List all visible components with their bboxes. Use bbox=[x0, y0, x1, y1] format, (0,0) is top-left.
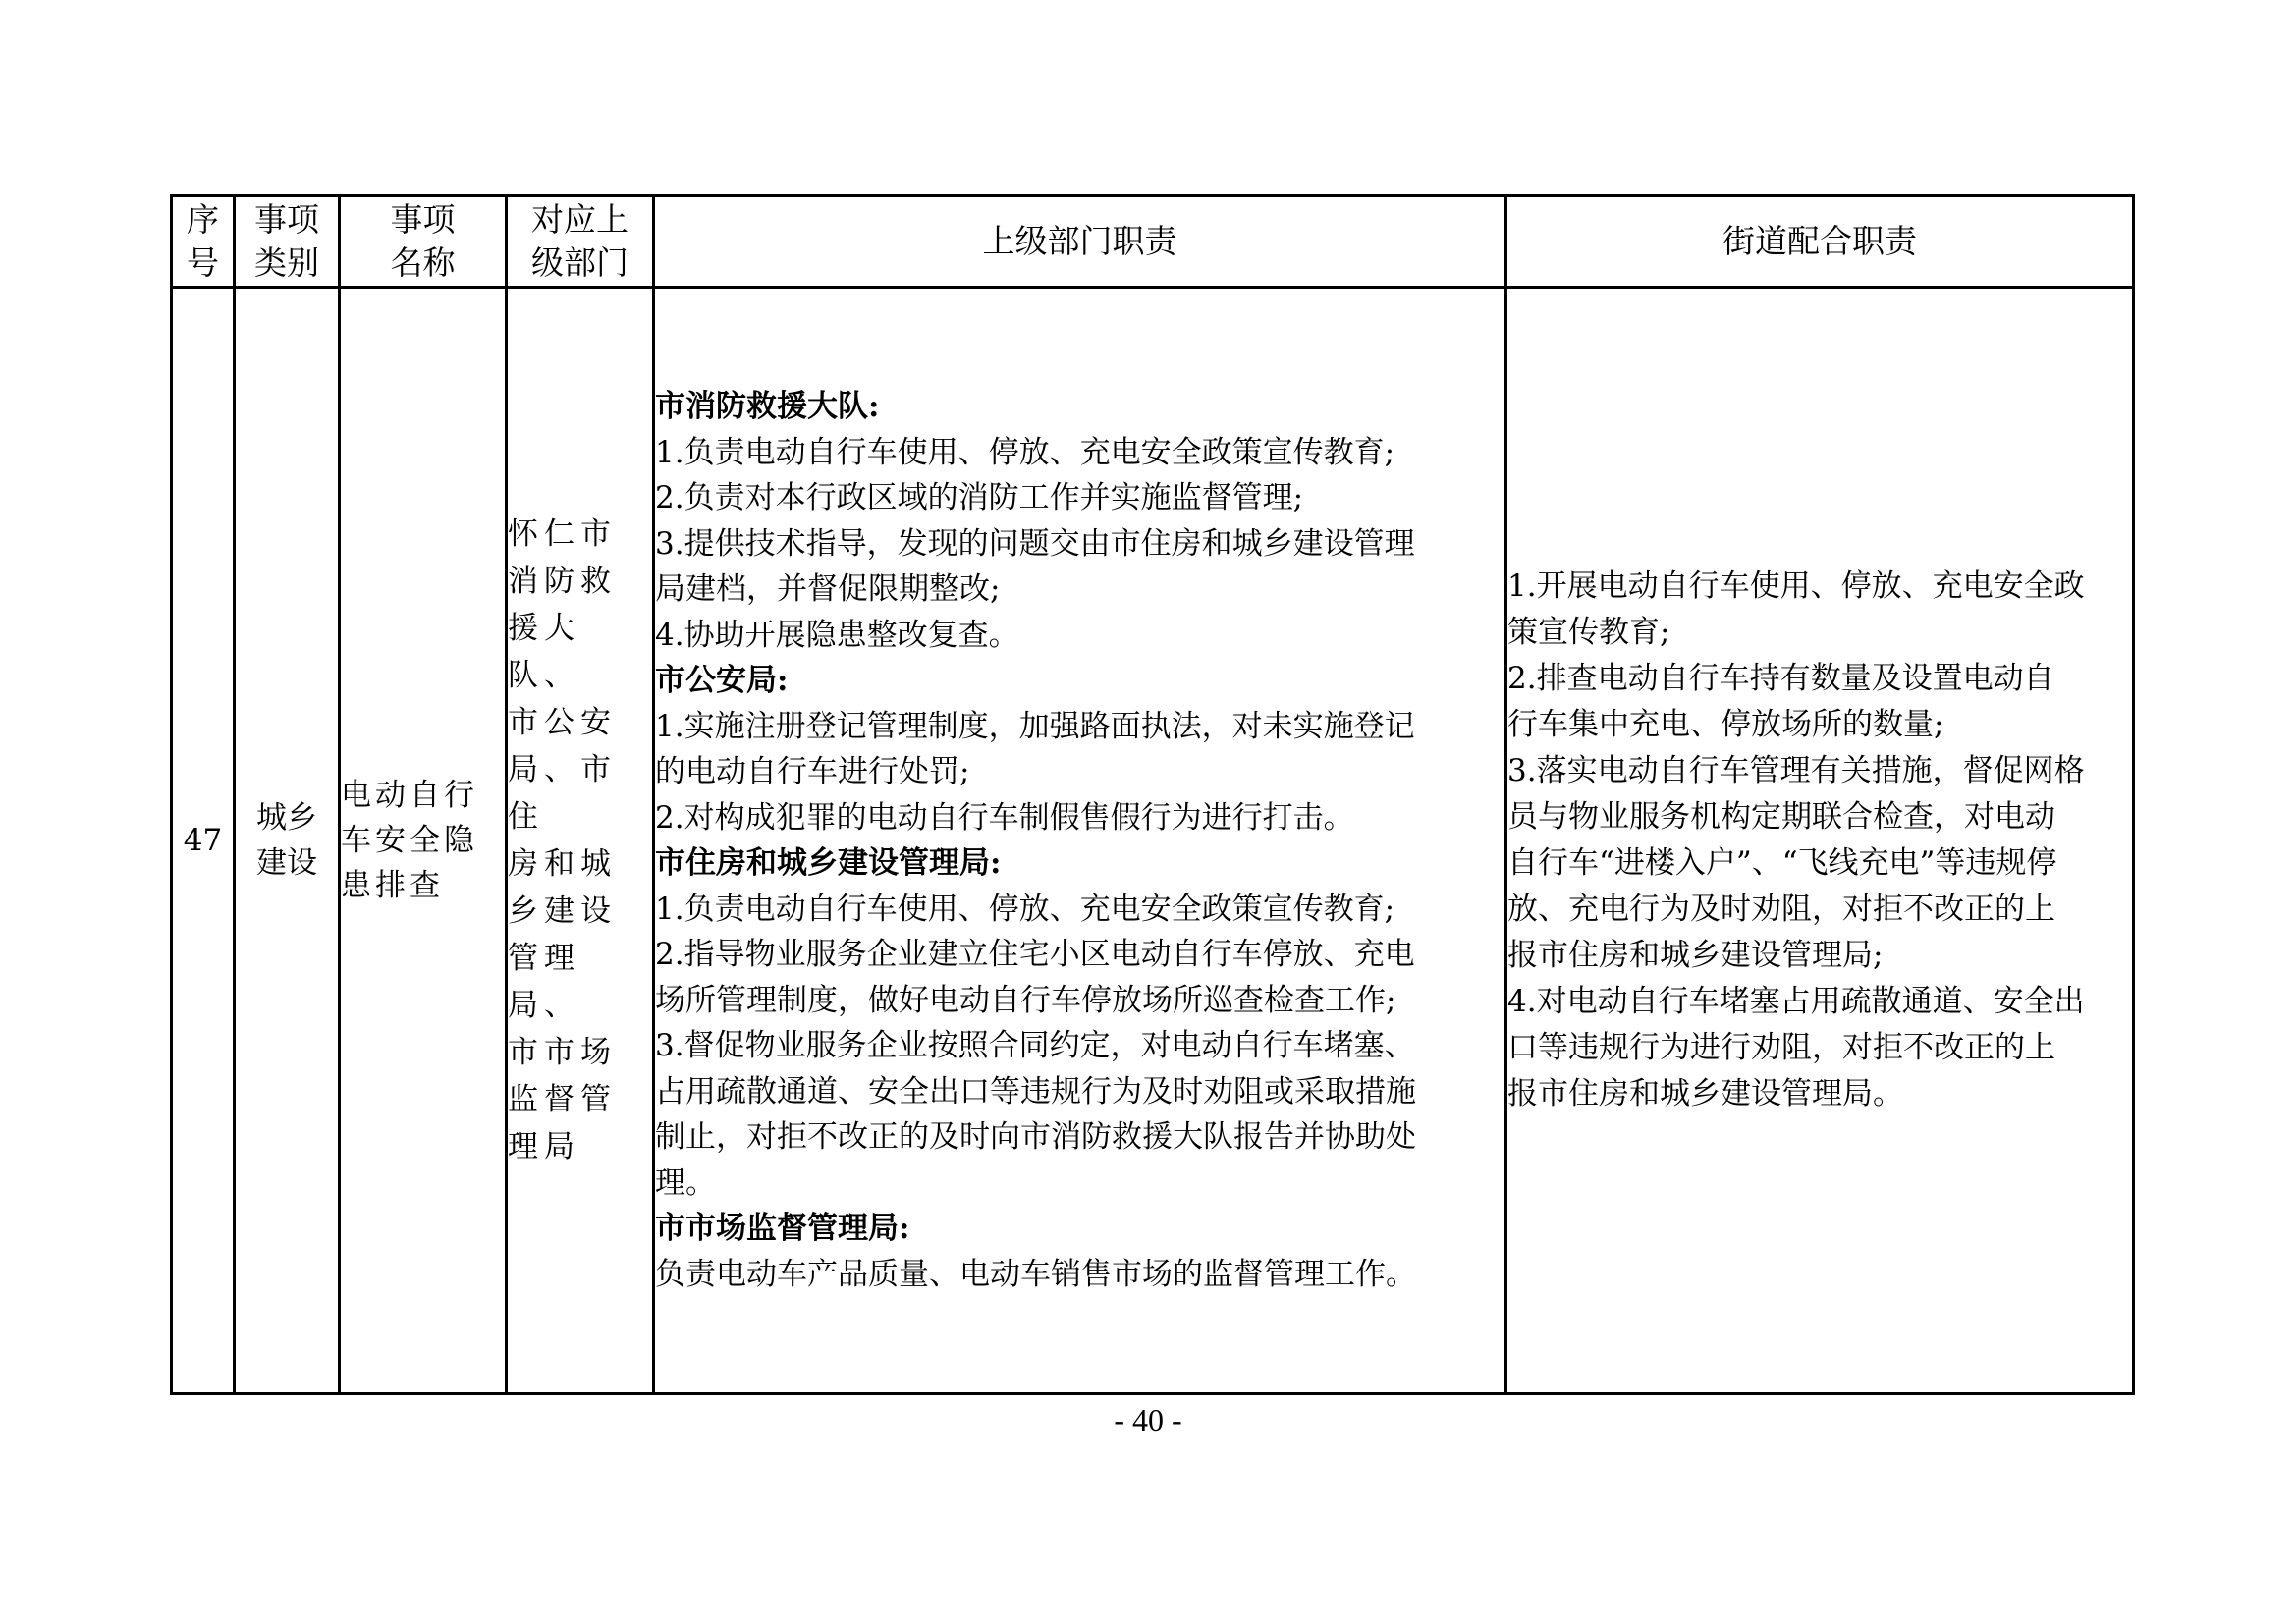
duty-line: 1.负责电动自行车使用、停放、充电安全政策宣传教育; bbox=[655, 434, 1395, 470]
row-category: 城乡 建设 bbox=[235, 288, 340, 1394]
street-line: 自行车“进楼入户”、“飞线充电”等违规停 bbox=[1507, 845, 2057, 881]
duty-line: 3.督促物业服务企业按照合同约定，对电动自行车堵塞、 bbox=[655, 1028, 1415, 1063]
street-line: 2.排查电动自行车持有数量及设置电动自 bbox=[1507, 661, 2054, 696]
group-title: 市市场监督管理局: bbox=[655, 1211, 910, 1246]
duty-line: 2.对构成犯罪的电动自行车制假售假行为进行打击。 bbox=[655, 799, 1354, 836]
duty-table bbox=[170, 194, 2135, 1395]
duty-line: 占用疏散通道、安全出口等违规行为及时劝阻或采取措施 bbox=[655, 1073, 1416, 1109]
group-public-security bbox=[655, 658, 1504, 840]
header-upper-duty: 上级部门职责 bbox=[654, 196, 1506, 288]
table-header-row bbox=[172, 196, 2134, 288]
group-title: 市公安局: bbox=[655, 663, 789, 698]
table-row bbox=[172, 288, 2134, 1394]
street-line: 1.开展电动自行车使用、停放、充电安全政 bbox=[1507, 568, 2085, 604]
duty-line: 场所管理制度，做好电动自行车停放场所巡查检查工作; bbox=[655, 982, 1396, 1018]
row-street-duty bbox=[1506, 288, 2134, 1394]
street-line: 4.对电动自行车堵塞占用疏散通道、安全出 bbox=[1507, 984, 2085, 1019]
header-name: 事项 名称 bbox=[340, 196, 507, 288]
row-name: 电动自行 车安全隐 患排查 bbox=[340, 288, 507, 1394]
duty-line: 4.协助开展隐患整改复查。 bbox=[655, 617, 1019, 653]
group-title: 市住房和城乡建设管理局: bbox=[655, 845, 1002, 881]
page-number: - 40 - bbox=[1114, 1402, 1182, 1437]
street-line: 员与物业服务机构定期联合检查，对电动 bbox=[1507, 799, 2055, 835]
row-dept: 怀仁市 消防救 援大队、 市公安 局、市住 房和城 乡建设 管理局、 市市场 监督管 理局 bbox=[507, 288, 654, 1394]
duty-line: 的电动自行车进行处罚; bbox=[655, 754, 970, 789]
duty-line: 理。 bbox=[655, 1164, 716, 1201]
street-line: 放、充电行为及时劝阻，对拒不改正的上 bbox=[1507, 892, 2055, 927]
street-line: 行车集中充电、停放场所的数量; bbox=[1507, 707, 1944, 742]
group-title: 市消防救援大队: bbox=[655, 389, 880, 424]
street-line: 3.落实电动自行车管理有关措施，督促网格 bbox=[1507, 753, 2085, 788]
duty-line: 2.指导物业服务企业建立住宅小区电动自行车停放、充电 bbox=[655, 937, 1415, 972]
header-category: 事项 类别 bbox=[235, 196, 340, 288]
duty-line: 负责电动车产品质量、电动车销售市场的监督管理工作。 bbox=[655, 1256, 1416, 1292]
row-upper-duty bbox=[654, 288, 1506, 1394]
duty-line: 1.负责电动自行车使用、停放、充电安全政策宣传教育; bbox=[655, 891, 1395, 927]
street-line: 口等违规行为进行劝阻，对拒不改正的上 bbox=[1507, 1030, 2055, 1065]
duty-line: 2.负责对本行政区域的消防工作并实施监督管理; bbox=[655, 480, 1304, 515]
street-line: 策宣传教育; bbox=[1507, 615, 1670, 650]
header-dept: 对应上 级部门 bbox=[507, 196, 654, 288]
duty-line: 制止，对拒不改正的及时向市消防救援大队报告并协助处 bbox=[655, 1119, 1416, 1155]
header-seq: 序 号 bbox=[172, 196, 235, 288]
street-line: 报市住房和城乡建设管理局; bbox=[1507, 938, 1884, 973]
duty-line: 1.实施注册登记管理制度，加强路面执法，对未实施登记 bbox=[655, 708, 1415, 744]
header-street-duty: 街道配合职责 bbox=[1506, 196, 2134, 288]
group-market-supervision bbox=[655, 1206, 1504, 1297]
group-fire-brigade bbox=[655, 384, 1504, 658]
duty-line: 局建档，并督促限期整改; bbox=[655, 571, 1001, 607]
street-line: 报市住房和城乡建设管理局。 bbox=[1507, 1076, 1903, 1111]
duty-line: 3.提供技术指导，发现的问题交由市住房和城乡建设管理 bbox=[655, 525, 1415, 562]
row-seq: 47 bbox=[172, 288, 235, 1394]
group-housing bbox=[655, 840, 1504, 1206]
